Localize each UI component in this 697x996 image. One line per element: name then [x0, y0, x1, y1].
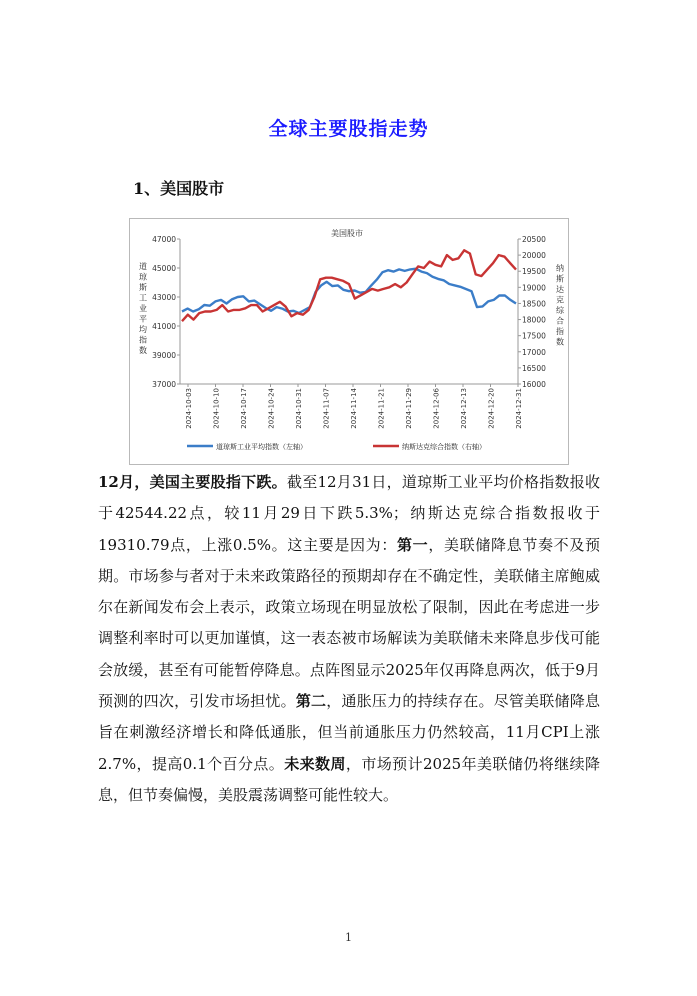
x-tick-label: 2024-11-21 [377, 388, 386, 429]
right-tick-label: 19500 [522, 267, 546, 277]
right-axis-title-char: 纳 [556, 264, 564, 273]
left-axis-title-char: 业 [139, 304, 147, 313]
emphasis-text: 第二 [295, 692, 327, 711]
right-axis-title-char: 综 [556, 306, 564, 315]
left-axis-title-char: 平 [139, 314, 147, 324]
section-heading: 1、美国股市 [133, 179, 225, 198]
x-tick-label: 2024-11-07 [322, 388, 331, 429]
body-text: 截至12月31日，道琼斯工业平均价格指数报收于42544.22点，较11月29日下跌5.3%；纳斯达克综合指数报收于19310.79点，上涨0.5%。这主要是因为： [98, 473, 600, 554]
x-tick-label: 2024-12-20 [487, 388, 496, 429]
right-tick-label: 20000 [522, 251, 546, 261]
left-axis-title-char: 数 [139, 346, 147, 355]
document-title: 全球主要股指走势 [268, 118, 429, 140]
right-tick-label: 16000 [522, 380, 546, 389]
right-axis-title-char: 指 [556, 327, 564, 336]
body-text: ，美联储降息节奏不及预期。市场参与者对于未来政策路径的预期却存在不确定性，美联储主席鲍威尔在新闻发布会上表示，政策立场现在明显放松了限制，因此在考虑进一步调整利率时可以更加谨慎，这一表态被市场解读为美联储未来降息步伐可能会放缓，甚至有可能暂停降息。点阵图显示2025年仅再降息两次，低于9月预测的四次，引发市场担忧。 [98, 535, 600, 711]
left-tick-label: 39000 [152, 351, 176, 360]
left-tick-label: 41000 [152, 322, 176, 331]
right-tick-label: 16500 [522, 363, 546, 373]
right-axis-title-char: 达 [556, 285, 564, 294]
x-tick-label: 2024-11-29 [405, 388, 413, 429]
x-tick-label: 2024-11-14 [350, 388, 358, 429]
emphasis-text: 第一 [397, 535, 429, 554]
x-tick-label: 2024-12-06 [432, 388, 441, 429]
right-tick-label: 18500 [522, 299, 546, 309]
page-number: 1 [345, 931, 352, 944]
right-axis-title-char: 数 [556, 337, 564, 347]
body-paragraph [98, 467, 600, 811]
left-tick-label: 43000 [152, 293, 176, 302]
us-stock-chart [129, 218, 569, 465]
left-tick-label: 37000 [152, 380, 176, 389]
left-tick-label: 47000 [152, 235, 176, 244]
nasdaq-line [182, 250, 516, 321]
x-tick-label: 2024-10-31 [295, 388, 303, 429]
left-axis-title-char: 斯 [139, 283, 147, 292]
right-tick-label: 18000 [522, 315, 546, 325]
x-tick-label: 2024-12-31 [515, 388, 523, 429]
right-tick-label: 17500 [522, 331, 546, 341]
left-axis-title-char: 均 [139, 325, 147, 334]
left-axis-title-char: 工 [139, 293, 147, 303]
right-tick-label: 19000 [522, 283, 546, 293]
left-axis-title-char: 指 [139, 335, 147, 345]
dow-jones-line [182, 269, 516, 313]
nasdaq-legend-label: 纳斯达克综合指数（右轴） [402, 443, 486, 451]
left-tick-label: 45000 [152, 264, 176, 273]
emphasis-text: 12月，美国主要股指下跌。 [98, 473, 287, 491]
x-tick-label: 2024-10-03 [185, 388, 193, 429]
right-tick-label: 17000 [522, 347, 546, 357]
left-axis-title-char: 琼 [139, 272, 147, 282]
right-tick-label: 20500 [522, 235, 546, 244]
chart-title: 美国股市 [331, 229, 363, 238]
x-tick-label: 2024-12-13 [460, 388, 468, 429]
body-text: ，市场预计2025年美联储仍将继续降息，但节奏偏慢，美股震荡调整可能性较大。 [98, 754, 600, 804]
body-text: ，通胀压力的持续存在。尽管美联储降息旨在刺激经济增长和降低通胀，但当前通胀压力仍然较高，11月CPI上涨2.7%，提高0.1个百分点。 [98, 692, 600, 773]
x-tick-label: 2024-10-10 [212, 388, 221, 429]
x-tick-label: 2024-10-17 [240, 388, 248, 429]
x-tick-label: 2024-10-24 [267, 388, 276, 429]
emphasis-text: 未来数周 [284, 754, 346, 773]
right-axis-title-char: 斯 [556, 274, 564, 284]
chart-svg [130, 219, 568, 464]
dow-legend-label: 道琼斯工业平均指数（左轴） [216, 443, 307, 451]
left-axis-title-char: 道 [139, 262, 147, 271]
right-axis-title-char: 合 [556, 316, 564, 326]
right-axis-title-char: 克 [556, 295, 564, 305]
